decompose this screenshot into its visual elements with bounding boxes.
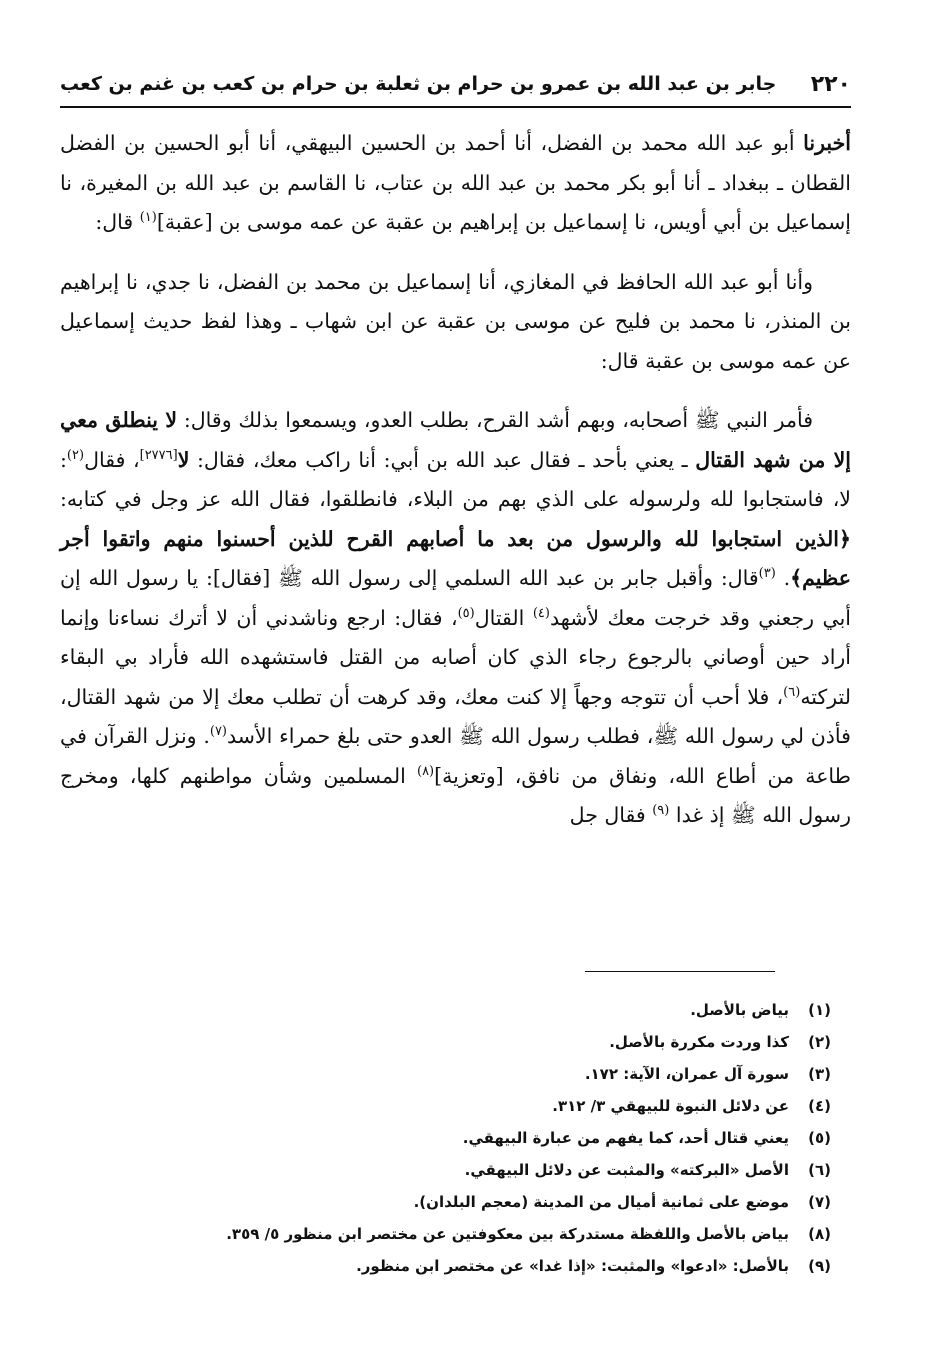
- lead-word: أخبرنا: [803, 131, 851, 155]
- footnote-number: (٢): [808, 1033, 831, 1051]
- footnote-number: (٩): [808, 1257, 831, 1275]
- footnote-number: (١): [808, 1001, 831, 1019]
- footnote-ref: (٦): [783, 684, 801, 700]
- footnote-ref: (٥): [457, 605, 475, 621]
- footnote-text: سورة آل عمران، الآية: ١٧٢.: [584, 1065, 789, 1083]
- running-title: جابر بن عبد الله بن عمرو بن حرام بن ثعلبة بن حرام بن كعب بن غنم بن كعب: [60, 73, 777, 95]
- footnote-number: (٥): [808, 1129, 831, 1147]
- paragraph-narrative: [60, 401, 851, 836]
- quran-verse: ﴿الذين استجابوا لله والرسول من بعد ما أصابهم القرح للذين أحسنوا منهم واتقوا أجر عظيم﴾: [60, 526, 851, 590]
- footnote-text: بالأصل: «ادعوا» والمثبت: «إذا غدا» عن مختصر ابن منظور.: [356, 1257, 789, 1275]
- footnote-text: كذا وردت مكررة بالأصل.: [609, 1033, 789, 1051]
- paragraph-text: القتال: [474, 605, 533, 630]
- footnote-number: (٧): [808, 1193, 831, 1211]
- page-header: [60, 62, 851, 108]
- paragraph-text: ـ يعني بأحد ـ فقال عبد الله بن أبي: أنا راكب معك، فقال:: [189, 447, 696, 472]
- paragraph-text: أبو عبد الله محمد بن الفضل، أنا أحمد بن الحسين البيهقي، أنا أبو الحسين بن الفضل القطان ـ ببغداد ـ أنا أبو بكر محمد بن عبد الله بن عتاب، نا القاسم بن عبد الله بن المغيرة، نا إسماعيل بن أبي أويس، نا إسماعيل بن إبراهيم بن عقبة عن عمه موسى بن [عقبة]: [60, 131, 851, 234]
- footnote-item: [60, 1186, 831, 1218]
- footnote-text: الأصل «البركته» والمثبت عن دلائل البيهقي.: [464, 1161, 789, 1179]
- paragraph-text: .: [775, 566, 791, 590]
- paragraph-text: قال: وأقبل جابر بن عبد الله السلمي إلى رسول الله ﷺ [فقال]: يا رسول الله إن أبي رجعني وقد خرجت معك لأشهد: [60, 566, 851, 630]
- footnote-number: (٤): [808, 1097, 831, 1115]
- footnote-divider: [585, 971, 775, 972]
- paragraph-text: فقال جل: [569, 803, 653, 827]
- paragraph-text: ، فقال: ارجع وناشدني أن لا أترك نساءنا وإنما أراد حين أوصاني بالرجوع رجاء الذي كان أصابه من القتل فاستشهده الله فأراد بي البقاء لتركته: [60, 605, 851, 709]
- paragraph-text: فأمر النبي ﷺ أصحابه، وبهم أشد القرح، بطلب العدو، ويسمعوا بذلك وقال:: [177, 408, 813, 432]
- footnote-number: (٨): [808, 1225, 831, 1243]
- page-number: ٢٢٠: [810, 71, 851, 97]
- footnote-item: [60, 1218, 831, 1250]
- footnotes-list: [60, 994, 831, 1282]
- paragraph-text: قال:: [95, 210, 140, 234]
- footnote-ref: (٩): [652, 803, 670, 819]
- paragraph-text: وأنا أبو عبد الله الحافظ في المغازي، أنا إسماعيل بن محمد بن الفضل، نا جدي، نا إبراهيم بن المنذر، نا محمد بن فليح عن موسى بن عقبة عن ابن شهاب ـ وهذا لفظ حديث إسماعيل عن عمه موسى بن عقبة قال:: [60, 269, 851, 373]
- footnote-ref: (٧): [209, 724, 227, 740]
- paragraph-isnad-2: [60, 263, 851, 382]
- footnote-item: [60, 1250, 831, 1282]
- footnote-ref: (٨): [416, 763, 435, 779]
- paragraph-isnad-1: [60, 124, 851, 243]
- bold-quote: لا: [177, 447, 190, 472]
- bold-quote: لا ينطلق معي إلا من شهد القتال: [60, 408, 851, 472]
- footnote-ref: (٤): [532, 605, 550, 621]
- paragraph-text: ، فقال: [84, 447, 140, 472]
- paragraph-text: المسلمين وشأن مواطنهم كلها، ومخرج رسول الله ﷺ إذ غدا: [60, 763, 851, 827]
- footnote-ref: (٢): [66, 447, 85, 463]
- footnote-item: [60, 1090, 831, 1122]
- paragraph-text: : لا، فاستجابوا لله ولرسوله على الذي بهم من البلاء، فانطلقوا، فقال الله عز وجل في كتابه:: [60, 447, 851, 511]
- footnote-text: بياض بالأصل.: [690, 1001, 789, 1019]
- footnote-ref: (٣): [758, 566, 776, 582]
- paragraph-text: ، فلا أحب أن تتوجه وجهاً إلا كنت معك، وقد كرهت أن تطلب معك إلا من شهد القتال، فأذن لي رسول الله ﷺ، فطلب رسول الله ﷺ العدو حتى بلغ حمراء الأسد: [60, 684, 851, 748]
- footnote-item: [60, 1058, 831, 1090]
- footnote-item: [60, 1026, 831, 1058]
- footnote-text: عن دلائل النبوة للبيهقي ٣/ ٣١٢.: [552, 1097, 789, 1115]
- footnote-item: [60, 994, 831, 1026]
- footnote-text: يعني قتال أحد، كما يفهم من عبارة البيهقي.: [462, 1129, 789, 1147]
- footnote-number: (٦): [808, 1161, 831, 1179]
- footnote-item: [60, 1154, 831, 1186]
- footnote-text: بياض بالأصل واللفظة مستدركة بين معكوفتين عن مختصر ابن منظور ٥/ ٣٥٩.: [226, 1225, 789, 1243]
- footnote-ref: (١): [139, 210, 157, 226]
- main-text: [60, 124, 851, 856]
- footnote-text: موضع على ثمانية أميال من المدينة (معجم البلدان).: [413, 1193, 789, 1211]
- paragraph-text: . ونزل القرآن في طاعة من أطاع الله، ونفاق من نافق، [وتعزية]: [60, 724, 851, 788]
- footnote-item: [60, 1122, 831, 1154]
- footnote-ref: [٢٧٧٦]: [139, 447, 178, 463]
- footnote-number: (٣): [808, 1065, 831, 1083]
